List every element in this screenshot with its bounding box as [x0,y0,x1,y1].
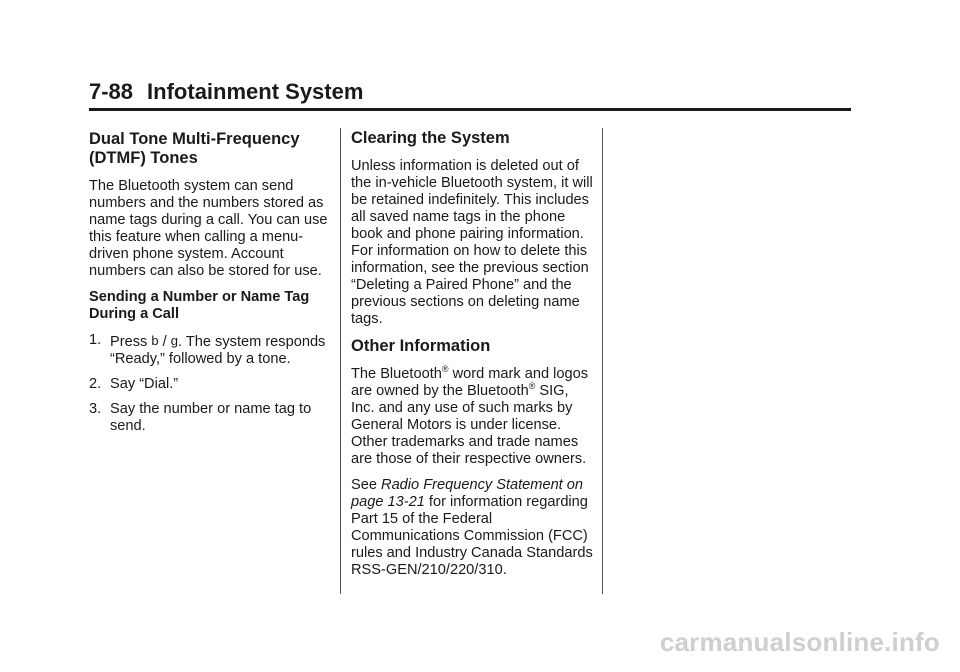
clearing-heading: Clearing the System [351,129,510,147]
step-text: Press [110,334,152,350]
step-separator: / [158,334,171,350]
other-info-heading: Other Information [351,337,491,355]
dtmf-intro: The Bluetooth system can send numbers and the numbers stored as name tags during a call. You can use this feature when calling a menu-driven phone system. Account numbers can also be stored for use. [89,178,328,279]
step-text: Say “Dial.” [110,376,179,392]
column-divider-right [602,128,603,594]
step-number: 2. [89,376,102,392]
page-title: Infotainment System [147,79,364,104]
step-2 [89,376,335,393]
clearing-text: Unless information is deleted out of the in-vehicle Bluetooth system, it will be retained indefinitely. This includes all saved name tags in the phone book and phone pairing information. For information on how to delete this information, see the previous section “Deleting a Paired Phone” and the previous sections on deleting name tags. [351,158,593,327]
sending-subheading: Sending a Number or Name Tag During a Call [89,289,310,322]
push-to-talk-icon: b [151,333,159,348]
dtmf-heading: Dual Tone Multi-Frequency (DTMF) Tones [89,130,300,167]
fcc-text: See [351,477,382,493]
trademark-text: SIG, Inc. and any use of such marks by General Motors is under license. Other trademarks and trade names are those of their respective owners. [351,383,587,467]
column-divider-left [340,128,341,594]
step-text: Say the number or name tag to send. [110,401,312,434]
watermark: carmanualsonline.info [659,627,940,657]
column-middle [351,124,595,588]
column-left [89,124,335,443]
trademark-text: The Bluetooth [351,366,442,382]
cross-reference-link[interactable]: Radio Frequency Statement on page 13-21 [351,477,584,510]
registered-mark: ® [528,381,536,392]
trademark-paragraph [351,366,595,468]
step-number: 1. [89,332,102,348]
step-1 [89,332,335,368]
fcc-text: for information regarding Part 15 of the Federal Communications Commission (FCC) rules and Industry Canada Standards RSS-GEN/210/220/310. [351,494,593,578]
page-header [89,78,851,111]
step-number: 3. [89,401,102,417]
fcc-paragraph [351,477,595,579]
step-text: . The system responds “Ready,” followed by a tone. [110,334,326,367]
step-3 [89,401,335,435]
phone-icon: g [170,333,178,348]
trademark-text: word mark and logos are owned by the Bluetooth [351,366,589,399]
registered-mark: ® [441,364,449,375]
page-number: 7-88 [89,79,134,104]
